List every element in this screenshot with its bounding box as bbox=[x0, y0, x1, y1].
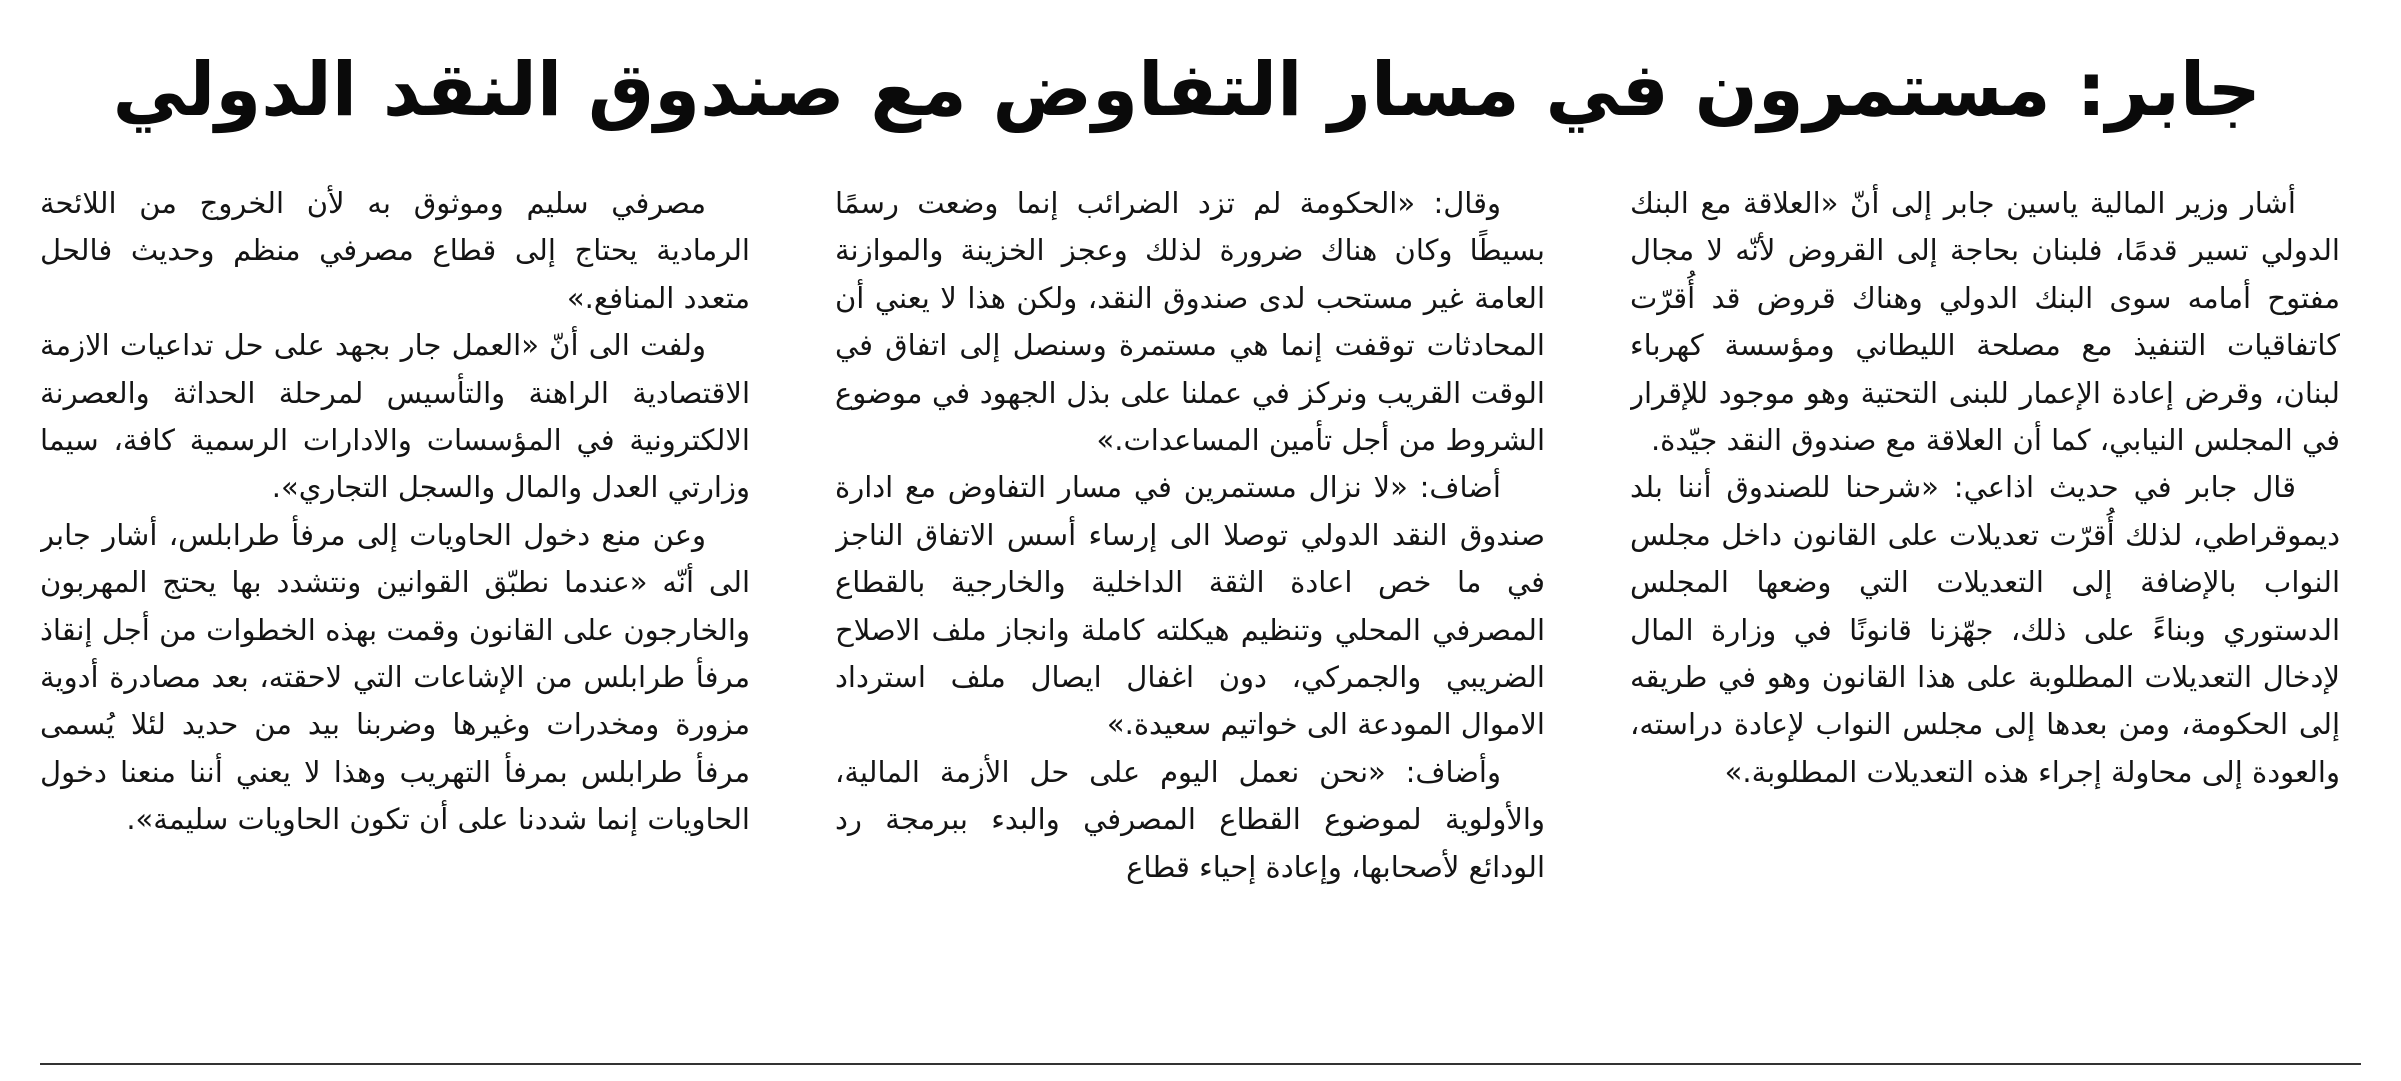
article-headline: جابر: مستمرون في مسار التفاوض مع صندوق النقد الدولي bbox=[112, 47, 2261, 133]
bottom-divider bbox=[40, 1063, 2361, 1065]
article-paragraph: وأضاف: «نحن نعمل اليوم على حل الأزمة المالية، والأولوية لموضوع القطاع المصرفي والبدء ببرمجة رد الودائع لأصحابها، وإعادة إحياء قطاع bbox=[835, 754, 1545, 884]
article-paragraph: وعن منع دخول الحاويات إلى مرفأ طرابلس، أشار جابر الى أنّه «عندما نطبّق القوانين ونتشدد بها يحتج المهربون والخارجون على القانون وقمت بهذه الخطوات من أجل إنقاذ مرفأ طرابلس من الإشاعات التي لاحقته، بعد مصادرة أدوية مزورة ومخدرات وغيرها وضربنا بيد من حديد لئلا يُسمى مرفأ طرابلس بمرفأ التهريب وهذا لا يعني أننا منعنا دخول الحاويات إنما شددنا على أن تكون الحاويات سليمة». bbox=[40, 517, 750, 837]
article-paragraph: وقال: «الحكومة لم تزد الضرائب إنما وضعت رسمًا بسيطًا وكان هناك ضرورة لذلك وعجز الخزينة والموازنة العامة غير مستحب لدى صندوق النقد، ولكن هذا لا يعني أن المحادثات توقفت إنما هي مستمرة وسنصل إلى اتفاق في الوقت القريب ونركز في عملنا على بذل الجهود في موضوع الشروط من أجل تأمين المساعدات.» bbox=[835, 186, 1545, 458]
article-column-left bbox=[40, 180, 750, 1040]
article-paragraph: مصرفي سليم وموثوق به لأن الخروج من اللائحة الرمادية يحتاج إلى قطاع مصرفي منظم وحديث فالحل متعدد المنافع.» bbox=[40, 186, 750, 315]
article-paragraph: قال جابر في حديث اذاعي: «شرحنا للصندوق أننا بلد ديموقراطي، لذلك أُقرّت تعديلات على القانون داخل مجلس النواب بالإضافة إلى التعديلات التي وضعها المجلس الدستوري وبناءً على ذلك، جهّزنا قانونًا في وزارة المال لإدخال التعديلات المطلوبة على هذا القانون وهو في طريقه إلى الحكومة، ومن بعدها إلى مجلس النواب لإعادة دراسته، والعودة إلى محاولة إجراء هذه التعديلات المطلوبة.» bbox=[1630, 470, 2340, 789]
article-paragraph: أشار وزير المالية ياسين جابر إلى أنّ «العلاقة مع البنك الدولي تسير قدمًا، فلبنان بحاجة إلى القروض لأنّه لا مجال مفتوح أمامه سوى البنك الدولي وهناك قروض قد أُقرّت كاتفاقيات التنفيذ مع مصلحة الليطاني ومؤسسة كهرباء لبنان، وقرض إعادة الإعمار للبنى التحتية وهو موجود للإقرار في المجلس النيابي، كما أن العلاقة مع صندوق النقد جيّدة. bbox=[1630, 186, 2340, 458]
article-column-right bbox=[1630, 180, 2340, 1040]
article-paragraph: ولفت الى أنّ «العمل جار بجهد على حل تداعيات الازمة الاقتصادية الراهنة والتأسيس لمرحلة الحداثة والعصرنة الالكترونية في المؤسسات والادارات الرسمية كافة، سيما وزارتي العدل والمال والسجل التجاري». bbox=[40, 328, 750, 505]
article-column-middle bbox=[835, 180, 1545, 1040]
article-paragraph: أضاف: «لا نزال مستمرين في مسار التفاوض مع ادارة صندوق النقد الدولي توصلا الى إرساء أسس الاتفاق الناجز في ما خص اعادة الثقة الداخلية والخارجية بالقطاع المصرفي المحلي وتنظيم هيكلته كاملة وانجاز ملف الاصلاح الضريبي والجمركي، دون اغفال ايصال ملف استرداد الاموال المودعة الى خواتيم سعيدة.» bbox=[835, 470, 1545, 742]
